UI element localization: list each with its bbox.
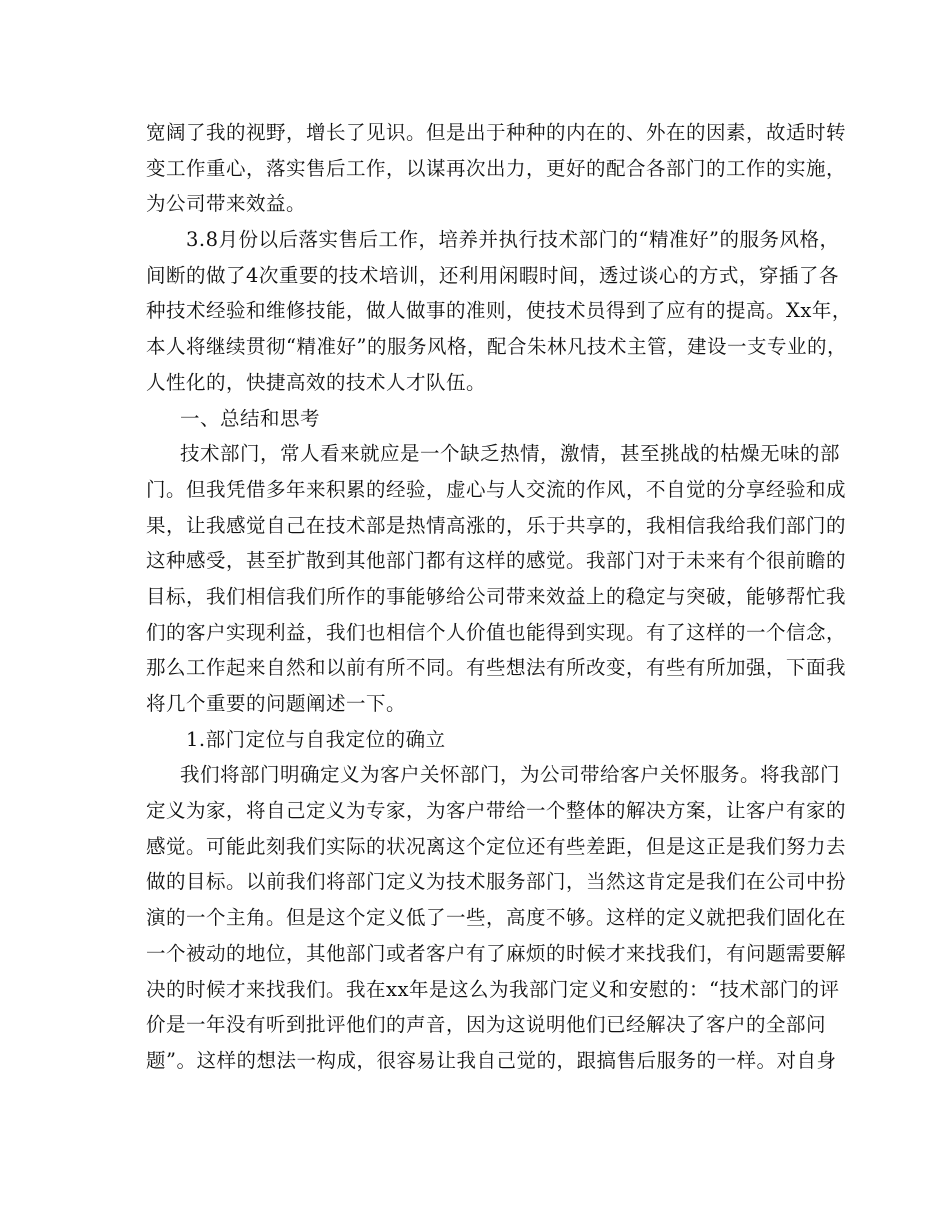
text-line: 变工作重心，落实售后工作，以谋再次出力，更好的配合各部门的工作的实施， [146,156,847,180]
text-line: 我们将部门明确定义为客户关怀部门，为公司带给客户关怀服务。将我部门 [180,763,841,787]
text-line: 题”。这样的想法一构成，很容易让我自己觉的，跟搞售后服务的一样。对自身 [146,1048,837,1072]
text-line: 感觉。可能此刻我们实际的状况离这个定位还有些差距，但是这正是我们努力去 [146,834,847,858]
document-body [146,115,852,1079]
text-line: 果，让我感觉自己在技术部是热情高涨的，乐于共享的，我相信我给我们部门的 [146,513,847,537]
text-line: 为公司带来效益。 [146,192,307,216]
text-line: 种技术经验和维修技能，做人做事的准则，使技术员得到了应有的提高。Xx年， [146,299,852,323]
text-line: 间断的做了4次重要的技术培训，还利用闲暇时间，透过谈心的方式，穿插了各 [146,263,839,287]
text-line: 决的时候才来找我们。我在xx年是这么为我部门定义和安慰的：“技术部门的评 [146,977,840,1001]
text-line: 门。但我凭借多年来积累的经验，虚心与人交流的作风，不自觉的分享经验和成 [146,477,847,501]
text-line: 定义为家，将自己定义为专家，为客户带给一个整体的解决方案，让客户有家的 [146,799,847,823]
text-line: 目标，我们相信我们所作的事能够给公司带来效益上的稳定与突破，能够帮忙我 [146,584,847,608]
text-line: 那么工作起来自然和以前有所不同。有些想法有所改变，有些有所加强，下面我 [146,656,847,680]
text-line: 1.部门定位与自我定位的确立 [186,727,446,751]
text-line: 价是一年没有听到批评他们的声音，因为这说明他们已经解决了客户的全部问 [146,1013,827,1037]
text-line: 宽阔了我的视野，增长了见识。但是出于种种的内在的、外在的因素，故适时转 [146,121,847,144]
text-line: 演的一个主角。但是这个定义低了一些，高度不够。这样的定义就把我们固化在 [146,906,847,930]
text-line: 3.8月份以后落实售后工作，培养并执行技术部门的“精准好”的服务风格， [186,228,840,252]
text-line: 人性化的，快捷高效的技术人才队伍。 [146,370,487,394]
text-line: 这种感受，甚至扩散到其他部门都有这样的感觉。我部门对于未来有个很前瞻的 [146,549,847,573]
text-line: 本人将继续贯彻“精准好”的服务风格，配合朱林凡技术主管，建设一支专业的， [146,335,847,359]
text-line: 做的目标。以前我们将部门定义为技术服务部门，当然这肯定是我们在公司中扮 [146,870,847,894]
text-line: 技术部门，常人看来就应是一个缺乏热情，激情，甚至挑战的枯燥无味的部 [180,442,841,466]
text-line: 一个被动的地位，其他部门或者客户有了麻烦的时候才来找我们，有问题需要解 [146,941,847,965]
text-line: 将几个重要的问题阐述一下。 [146,692,407,715]
text-line: 们的客户实现利益，我们也相信个人价值也能得到实现。有了这样的一个信念， [146,620,847,644]
text-line: 一、总结和思考 [180,406,321,430]
